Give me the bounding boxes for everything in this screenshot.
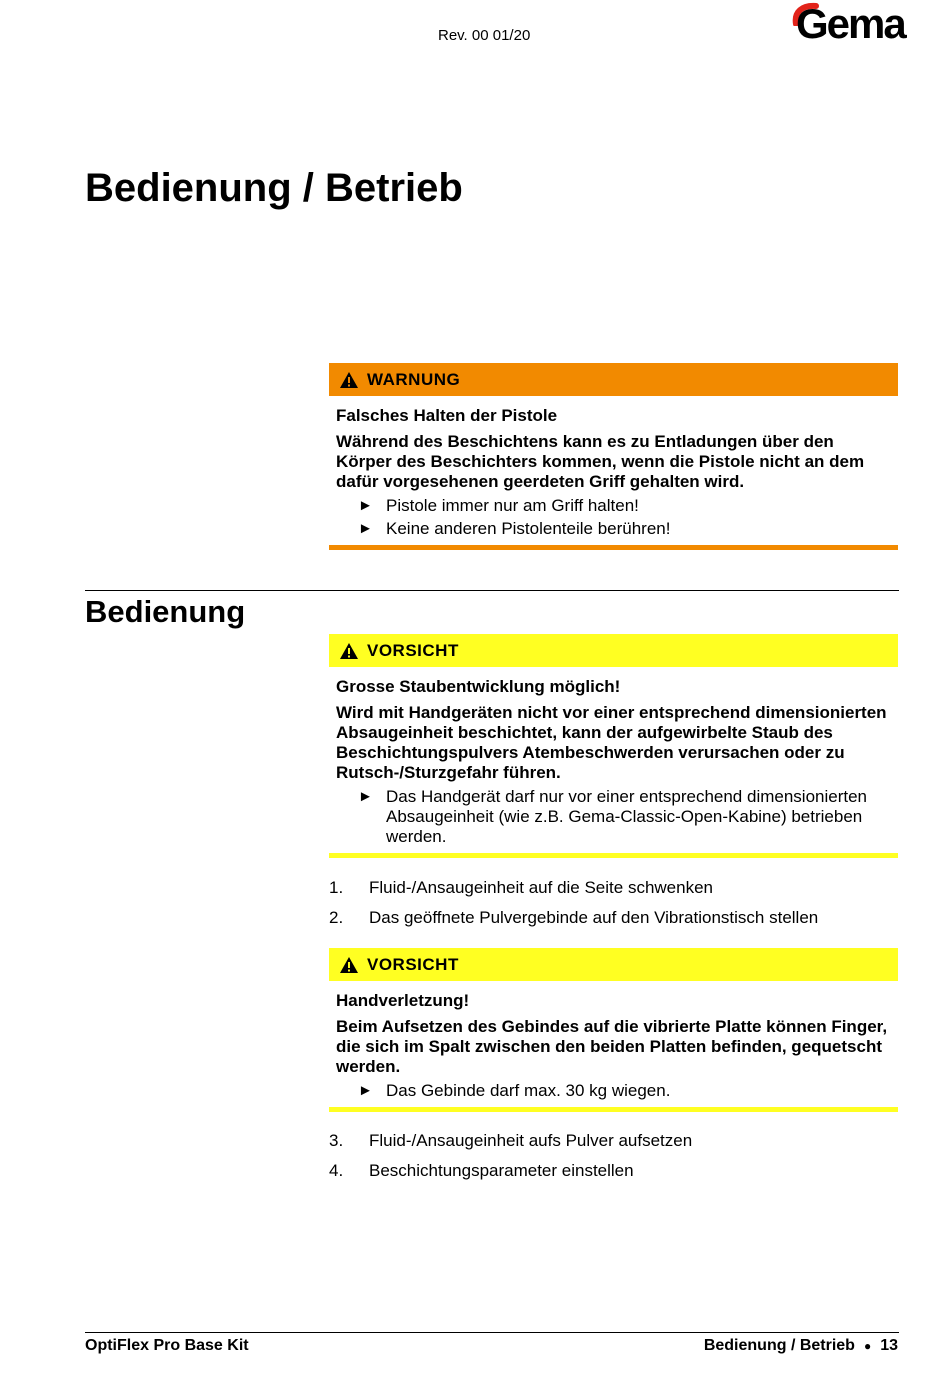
- warning-bottom-bar: [329, 545, 898, 550]
- caution-bullets: [336, 787, 891, 847]
- caution-description: Beim Aufsetzen des Gebindes auf die vibrierte Platte können Finger, die sich im Spalt zwischen den beiden Platten befinden, gequetscht werden.: [336, 1017, 888, 1076]
- footer-page-info: [704, 1337, 898, 1355]
- page-title: Bedienung / Betrieb: [85, 166, 463, 210]
- caution-bottom-bar: [329, 853, 898, 858]
- warning-triangle-icon: [339, 371, 359, 389]
- warning-triangle-icon: [339, 956, 359, 974]
- list-item: 3. Fluid-/Ansaugeinheit aufs Pulver aufsetzen: [329, 1131, 693, 1150]
- list-item: 2. Das geöffnete Pulvergebinde auf den Vibrationstisch stellen: [329, 908, 819, 927]
- caution-subject: Grosse Staubentwicklung möglich!: [336, 677, 621, 696]
- footer-product-name: OptiFlex Pro Base Kit: [85, 1337, 249, 1354]
- caution-subject: Handverletzung!: [336, 991, 470, 1010]
- list-item: ► Keine anderen Pistolenteile berühren!: [336, 519, 891, 539]
- list-item: ► Das Handgerät darf nur vor einer entsprechend dimensionierten Absaugeinheit (wie z.B. Gema-Classic-Open-Kabine) betrieben werden.: [336, 787, 891, 847]
- warning-bullets: [336, 496, 891, 539]
- section-heading: Bedienung: [85, 594, 246, 629]
- list-item: 1. Fluid-/Ansaugeinheit auf die Seite schwenken: [329, 878, 713, 897]
- warning-subject: Falsches Halten der Pistole: [336, 406, 558, 425]
- logo-wordmark: Gema: [796, 0, 905, 47]
- warning-triangle-icon: [339, 642, 359, 660]
- page-number: 13: [880, 1337, 898, 1354]
- warning-notice: [329, 363, 898, 542]
- gema-logo: [790, 0, 905, 48]
- section-divider: [85, 590, 899, 591]
- warning-signal-word: WARNUNG: [367, 369, 461, 389]
- list-item: 4. Beschichtungsparameter einstellen: [329, 1161, 634, 1180]
- list-item: ► Das Gebinde darf max. 30 kg wiegen.: [336, 1081, 891, 1101]
- caution-bottom-bar: [329, 1107, 898, 1112]
- bullet-arrow-icon: ►: [358, 520, 373, 537]
- steps-list: [329, 1131, 692, 1191]
- list-item: ► Pistole immer nur am Griff halten!: [336, 496, 891, 516]
- caution-notice: [329, 948, 898, 1104]
- caution-signal-word: VORSICHT: [367, 954, 459, 974]
- warning-description: Während des Beschichtens kann es zu Entladungen über den Körper des Beschichters kommen, wenn die Pistole nicht an dem dafür vorgesehenen geerdeten Griff gehalten wird.: [336, 432, 865, 491]
- footer-divider: [85, 1332, 899, 1333]
- caution-signal-word: VORSICHT: [367, 640, 459, 660]
- steps-list: [329, 878, 818, 938]
- caution-bullets: [336, 1081, 891, 1101]
- footer-section-name: Bedienung / Betrieb: [703, 1337, 855, 1354]
- bullet-arrow-icon: ►: [358, 497, 373, 514]
- warning-header-bar: [329, 363, 898, 396]
- revision-label: Rev. 00 01/20: [438, 27, 531, 44]
- bullet-arrow-icon: ►: [358, 788, 373, 805]
- bullet-dot-icon: ●: [863, 1339, 872, 1353]
- caution-notice: [329, 634, 898, 850]
- caution-header-bar: [329, 948, 898, 981]
- caution-header-bar: [329, 634, 898, 667]
- caution-description: Wird mit Handgeräten nicht vor einer entsprechend dimensionierten Absaugeinheit beschichtet, kann der aufgewirbelte Staub des Beschichtungspulvers Atembeschwerden verursachen oder zu Rutsch-/Sturzgefahr führen.: [336, 703, 887, 782]
- bullet-arrow-icon: ►: [358, 1082, 373, 1099]
